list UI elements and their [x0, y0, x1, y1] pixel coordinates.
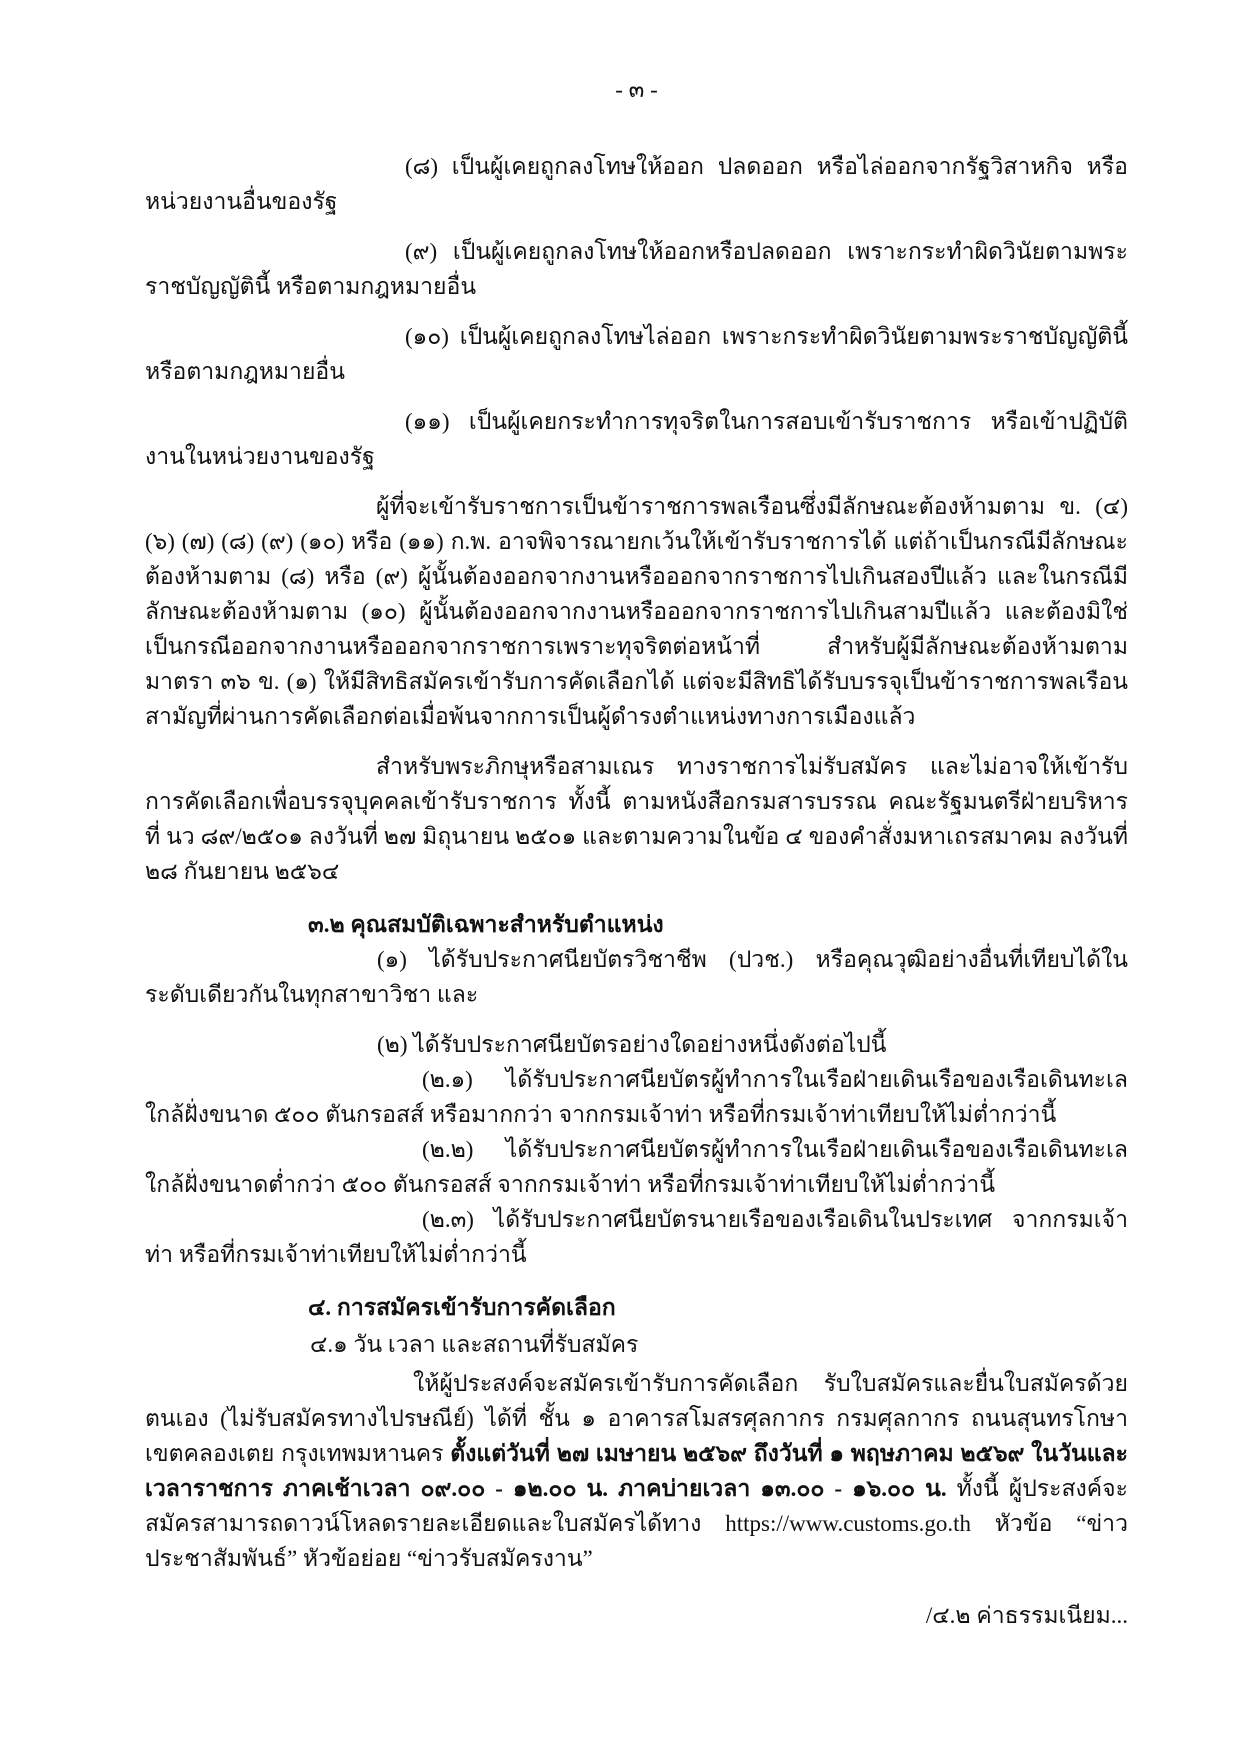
application-download-text: ทั้งนี้ ผู้ประสงค์จะสมัครสามารถดาวน์โหลดรายละเอียดและใบสมัครได้ทาง https://www.customs.go.th หัวข้อ “ข่าวประชาสัมพันธ์” หัวข้อย่อย “ข่าวรับสมัครงาน”: [145, 1476, 1128, 1571]
clause-9-paragraph: (๙) เป็นผู้เคยถูกลงโทษให้ออกหรือปลดออก เพราะกระทำผิดวินัยตามพระราชบัญญัตินี้ หรือตามกฎหมายอื่น: [145, 239, 1128, 299]
clause-10-paragraph: (๑๐) เป็นผู้เคยถูกลงโทษไล่ออก เพราะกระทำผิดวินัยตามพระราชบัญญัตินี้ หรือตามกฎหมายอื่น: [145, 324, 1128, 384]
certificate-2-1-paragraph: (๒.๑) ได้รับประกาศนียบัตรผู้ทำการในเรือฝ่ายเดินเรือของเรือเดินทะเลใกล้ฝั่งขนาด ๕๐๐ ตันกรอสส์ หรือมากกว่า จากกรมเจ้าท่า หรือที่กรมเจ้าท่าเทียบให้ไม่ต่ำกว่านี้: [145, 1067, 1128, 1127]
certificate-2-2-paragraph: (๒.๒) ได้รับประกาศนียบัตรผู้ทำการในเรือฝ่ายเดินเรือของเรือเดินทะเลใกล้ฝั่งขนาดต่ำกว่า ๕๐๐ ตันกรอสส์ จากกรมเจ้าท่า หรือที่กรมเจ้าท่าเทียบให้ไม่ต่ำกว่านี้: [145, 1137, 1128, 1197]
section-4-heading: ๔. การสมัครเข้ารับการคัดเลือก: [308, 1295, 616, 1320]
application-location-text: ให้ผู้ประสงค์จะสมัครเข้ารับการคัดเลือก รับใบสมัครและยื่นใบสมัครด้วยตนเอง (ไม่รับสมัครทางไปรษณีย์) ได้ที่ ชั้น ๑ อาคารสโมสรศุลกากร กรมศุลกากร ถนนสุนทรโกษา เขตคลองเตย กรุงเทพมหานคร: [145, 1371, 1128, 1466]
application-details-paragraph: [145, 1366, 1128, 1576]
application-dates-bold-text: ตั้งแต่วันที่ ๒๗ เมษายน ๒๕๖๙ ถึงวันที่ ๑ พฤษภาคม ๒๕๖๙ ในวันและเวลาราชการ ภาคเช้าเวลา ๐๙.๐๐ - ๑๒.๐๐ น. ภาคบ่ายเวลา ๑๓.๐๐ - ๑๖.๐๐ น.: [145, 1441, 1129, 1501]
exemption-paragraph: ผู้ที่จะเข้ารับราชการเป็นข้าราชการพลเรือนซึ่งมีลักษณะต้องห้ามตาม ข. (๔) (๖) (๗) (๘) (๙) (๑๐) หรือ (๑๑) ก.พ. อาจพิจารณายกเว้นให้เข้ารับราชการได้ แต่ถ้าเป็นกรณีมีลักษณะต้องห้ามตาม (๘) หรือ (๙) ผู้นั้นต้องออกจากงานหรือออกจากราชการไปเกินสองปีแล้ว และในกรณีมีลักษณะต้องห้ามตาม (๑๐) ผู้นั้นต้องออกจากงานหรือออกจากราชการไปเกินสามปีแล้ว และต้องมิใช่เป็นกรณีออกจากงานหรือออกจากราชการเพราะทุจริตต่อหน้าที่ สำหรับผู้มีลักษณะต้องห้ามตามมาตรา ๓๖ ข. (๑) ให้มีสิทธิสมัครเข้ารับการคัดเลือกได้ แต่จะมีสิทธิได้รับบรรจุเป็นข้าราชการพลเรือนสามัญที่ผ่านการคัดเลือกต่อเมื่อพ้นจากการเป็นผู้ดำรงตำแหน่งทางการเมืองแล้ว: [145, 494, 1128, 729]
clause-8-paragraph: (๘) เป็นผู้เคยถูกลงโทษให้ออก ปลดออก หรือไล่ออกจากรัฐวิสาหกิจ หรือหน่วยงานอื่นของรัฐ: [145, 154, 1128, 214]
qualification-1-paragraph: (๑) ได้รับประกาศนียบัตรวิชาชีพ (ปวช.) หรือคุณวุฒิอย่างอื่นที่เทียบได้ในระดับเดียวกันในทุกสาขาวิชา และ: [145, 947, 1128, 1007]
monks-not-accepted-paragraph: สำหรับพระภิกษุหรือสามเณร ทางราชการไม่รับสมัคร และไม่อาจให้เข้ารับการคัดเลือกเพื่อบรรจุบุคคลเข้ารับราชการ ทั้งนี้ ตามหนังสือกรมสารบรรณ คณะรัฐมนตรีฝ่ายบริหาร ที่ นว ๘๙/๒๕๐๑ ลงวันที่ ๒๗ มิถุนายน ๒๕๐๑ และตามความในข้อ ๔ ของคำสั่งมหาเถรสมาคม ลงวันที่ ๒๘ กันยายน ๒๕๖๔: [145, 754, 1128, 884]
section-3-2-heading: ๓.๒ คุณสมบัติเฉพาะสำหรับตำแหน่ง: [308, 912, 664, 937]
clause-11-paragraph: (๑๑) เป็นผู้เคยกระทำการทุจริตในการสอบเข้ารับราชการ หรือเข้าปฏิบัติงานในหน่วยงานของรัฐ: [145, 409, 1128, 469]
page-number: - ๓ -: [615, 77, 658, 102]
qualification-2-paragraph: (๒) ได้รับประกาศนียบัตรอย่างใดอย่างหนึ่งดังต่อไปนี้: [377, 1032, 887, 1057]
continuation-note: /๔.๒ ค่าธรรมเนียม...: [925, 1603, 1128, 1628]
section-4-1-subheading: ๔.๑ วัน เวลา และสถานที่รับสมัคร: [310, 1332, 639, 1357]
certificate-2-3-paragraph: (๒.๓) ได้รับประกาศนียบัตรนายเรือของเรือเดินในประเทศ จากกรมเจ้าท่า หรือที่กรมเจ้าท่าเทียบให้ไม่ต่ำกว่านี้: [145, 1207, 1128, 1267]
document-content: [145, 0, 1128, 1576]
